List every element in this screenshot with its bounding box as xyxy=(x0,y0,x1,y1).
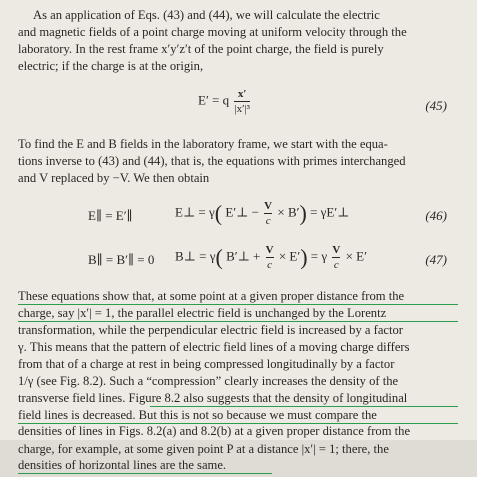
continued-text-strip xyxy=(0,440,477,477)
highlight-underline xyxy=(150,406,458,407)
text-line: 1/γ (see Fig. 8.2). Such a “compression” clearly increases the density of the xyxy=(18,374,399,388)
equation-label: (47) xyxy=(425,252,447,267)
equation-part: E′⊥ − xyxy=(225,204,259,220)
text-line: tions inverse to (43) and (44), that is, the equations with primes interchanged xyxy=(18,154,406,168)
fraction-numerator: V xyxy=(332,244,341,256)
equation-label: (45) xyxy=(425,98,447,113)
fraction-numerator: V xyxy=(264,200,273,212)
fraction-denominator: |x′|³ xyxy=(234,103,250,115)
text-line: charge, for example, at some given point P at a distance |x′| = 1; there, the xyxy=(18,442,389,456)
highlight-underline xyxy=(18,423,458,424)
text-line: electric; if the charge is at the origin, xyxy=(18,59,204,73)
text-line: As an application of Eqs. (43) and (44), we will calculate the electric xyxy=(33,8,380,22)
equation-46-left: E∥ = E′∥ xyxy=(88,208,133,223)
highlight-underline xyxy=(18,473,272,474)
text-line: These equations show that, at some point at a given proper distance from the xyxy=(18,289,405,303)
fraction-numerator: x′ xyxy=(237,88,247,100)
fraction xyxy=(234,88,250,115)
fraction xyxy=(264,200,272,227)
highlight-underline xyxy=(18,304,458,305)
highlight-underline xyxy=(18,321,458,322)
fraction-denominator: c xyxy=(333,259,339,271)
text-line: To find the E and B fields in the laboratory frame, we start with the equa- xyxy=(18,137,388,151)
equation-part: × B′ xyxy=(277,204,300,220)
fraction-numerator: V xyxy=(265,244,274,256)
text-line: from that of a charge at rest in being compressed longitudinally by a factor xyxy=(18,357,395,371)
equation-part: B⊥ = γ xyxy=(175,248,216,264)
fraction xyxy=(332,244,340,271)
equation-label: (46) xyxy=(425,208,447,223)
equation-part: E⊥ = γ xyxy=(175,204,215,220)
text-line: laboratory. In the rest frame x′y′z′t of the point charge, the field is purely xyxy=(18,42,384,56)
equation-lhs: E′ = q xyxy=(198,92,230,108)
text-line: transverse field lines. Figure 8.2 also suggests that the density of longitudinal xyxy=(18,391,408,405)
text-line: and V replaced by −V. We then obtain xyxy=(18,171,210,185)
fraction xyxy=(266,244,274,271)
text-line: γ. This means that the pattern of electric field lines of a moving charge differs xyxy=(18,340,410,354)
text-line: field lines is decreased. But this is not so because we must compare the xyxy=(18,408,377,422)
text-line: and magnetic fields of a point charge moving at uniform velocity through the xyxy=(18,25,407,39)
equation-47-main: B⊥ = γ( B′⊥ + $\frac{V}{c}$ × E′) = γ $\frac{V}{c}$ × E′ xyxy=(175,244,367,271)
fraction-denominator: c xyxy=(265,215,271,227)
equation-part: B′⊥ + xyxy=(226,248,261,264)
fraction-denominator: c xyxy=(267,259,273,271)
equation-46-main: E⊥ = γ( E′⊥ − $\frac{V}{c}$ × B′) = γE′⊥ xyxy=(175,200,350,227)
text-line: densities of horizontal lines are the same. xyxy=(18,458,227,472)
text-line: charge, say |x′| = 1, the parallel electric field is unchanged by the Lorentz xyxy=(18,306,387,320)
equation-part: = γ xyxy=(310,248,328,264)
equation-part: × E′ xyxy=(345,248,367,264)
equation-part: = γE′⊥ xyxy=(310,204,350,220)
equation-47-left: B∥ = B′∥ = 0 xyxy=(88,252,155,267)
equation-45 xyxy=(198,88,252,115)
text-line: densities of lines in Figs. 8.2(a) and 8.2(b) at a given proper distance from the xyxy=(18,424,411,438)
text-line: transformation, while the perpendicular electric field is increased by a factor xyxy=(18,323,403,337)
equation-part: × E′ xyxy=(278,248,301,264)
